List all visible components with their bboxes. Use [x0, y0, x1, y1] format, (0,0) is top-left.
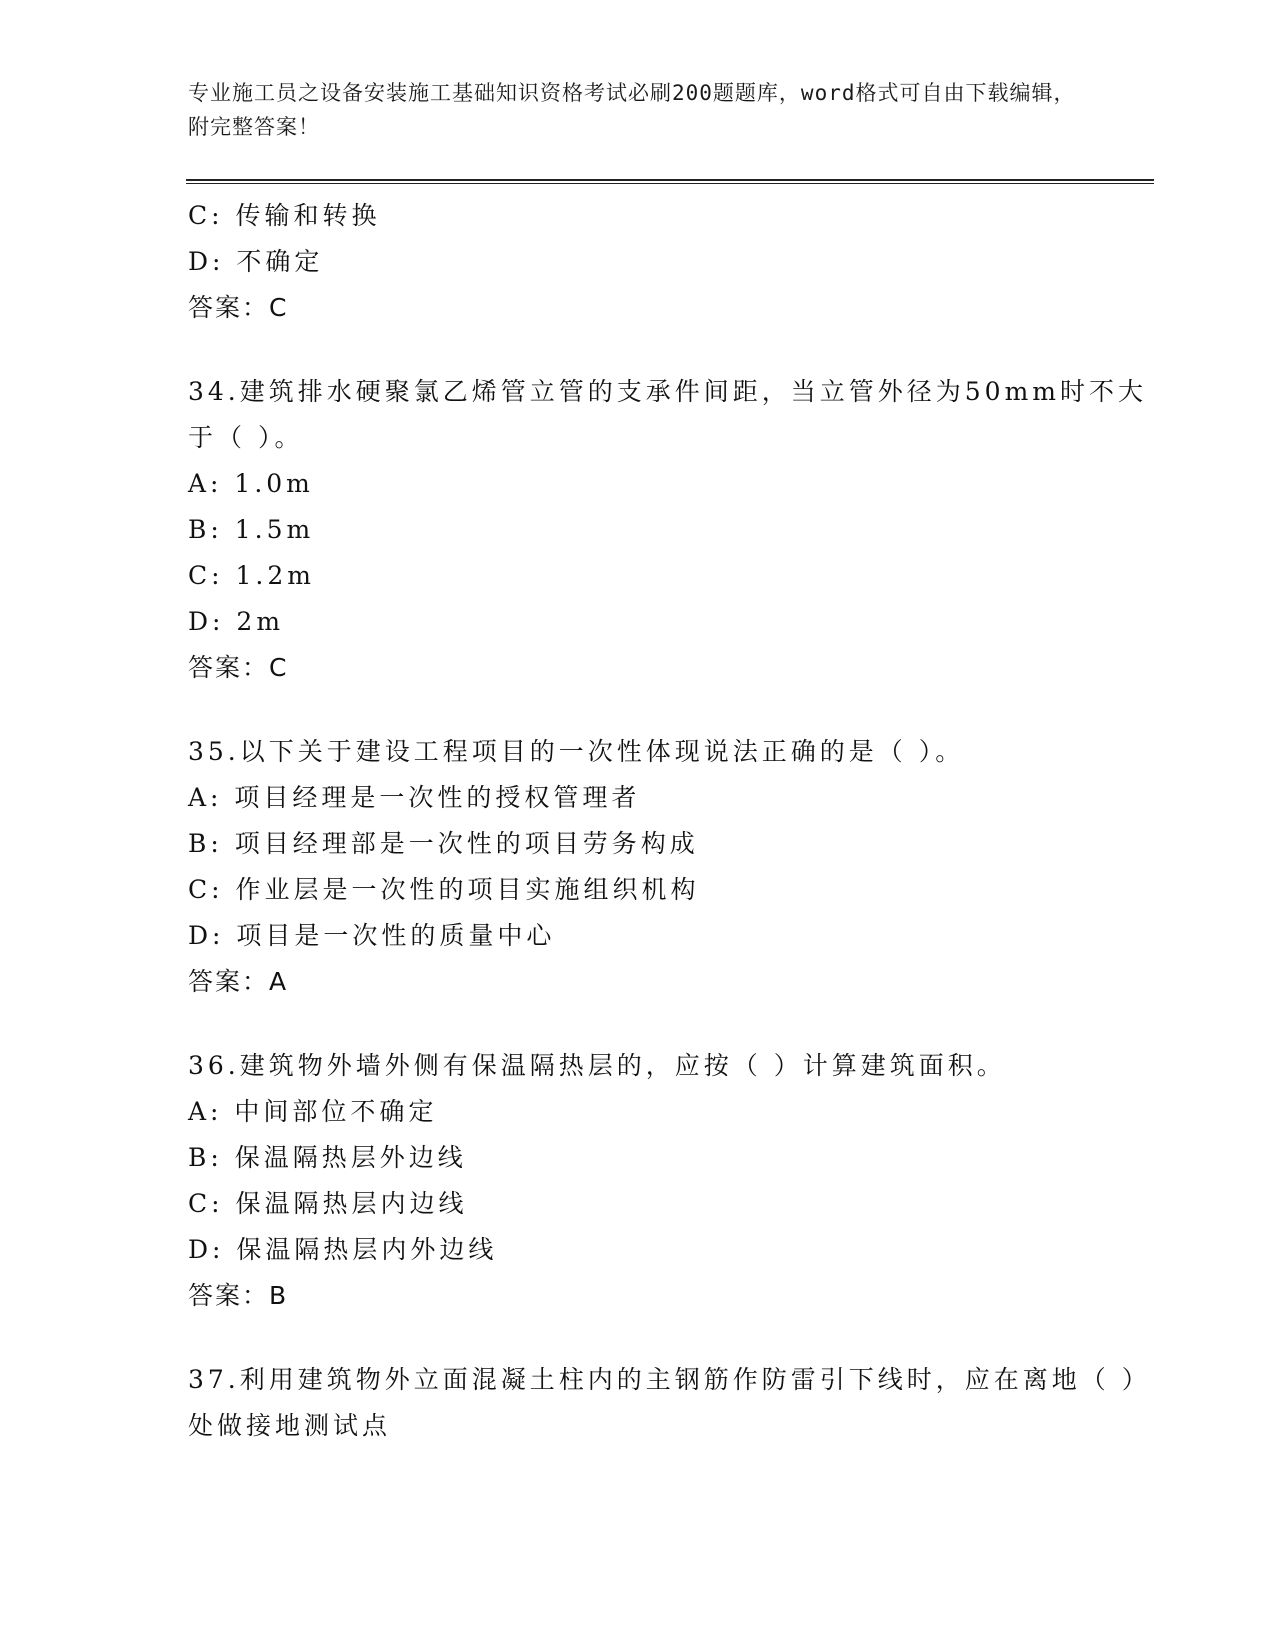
- option-a: A: 项目经理是一次性的授权管理者: [188, 783, 641, 812]
- question-title: 34.建筑排水硬聚氯乙烯管立管的支承件间距，当立管外径为50mm时不大于（ ）。: [188, 377, 1147, 452]
- option-b: B: 项目经理部是一次性的项目劳务构成: [188, 829, 699, 858]
- question-36: [188, 1043, 1148, 1319]
- option-d: D: 保温隔热层内外边线: [188, 1235, 498, 1264]
- question-title: 35.以下关于建设工程项目的一次性体现说法正确的是（ ）。: [188, 737, 965, 766]
- question-title: 37.利用建筑物外立面混凝土柱内的主钢筋作防雷引下线时，应在离地（ ）处做接地测试点: [188, 1365, 1139, 1440]
- header-divider-thin: [186, 183, 1154, 184]
- option-c: C: 1.2m: [188, 561, 315, 590]
- option-d: D: 2m: [188, 607, 285, 636]
- question-37: [188, 1357, 1148, 1449]
- question-34: [188, 369, 1148, 691]
- option-a: A: 1.0m: [188, 469, 314, 498]
- document-header: 专业施工员之设备安装施工基础知识资格考试必刷200题题库，word格式可自由下载编辑，附完整答案！: [188, 81, 1076, 139]
- option-a: A: 中间部位不确定: [188, 1097, 438, 1126]
- answer: 答案：C: [188, 653, 289, 682]
- option-d: D: 不确定: [188, 247, 324, 276]
- option-c: C: 传输和转换: [188, 201, 381, 230]
- answer: 答案：C: [188, 293, 289, 322]
- answer: 答案：A: [188, 967, 289, 996]
- option-c: C: 保温隔热层内边线: [188, 1189, 468, 1218]
- option-b: B: 保温隔热层外边线: [188, 1143, 467, 1172]
- option-c: C: 作业层是一次性的项目实施组织机构: [188, 875, 700, 904]
- carryover-question: [188, 193, 1148, 331]
- header-divider: [186, 179, 1154, 181]
- question-content: [188, 193, 1148, 1449]
- answer: 答案：B: [188, 1281, 289, 1310]
- option-d: D: 项目是一次性的质量中心: [188, 921, 556, 950]
- option-b: B: 1.5m: [188, 515, 315, 544]
- question-35: [188, 729, 1148, 1005]
- question-title: 36.建筑物外墙外侧有保温隔热层的，应按（ ）计算建筑面积。: [188, 1051, 1006, 1080]
